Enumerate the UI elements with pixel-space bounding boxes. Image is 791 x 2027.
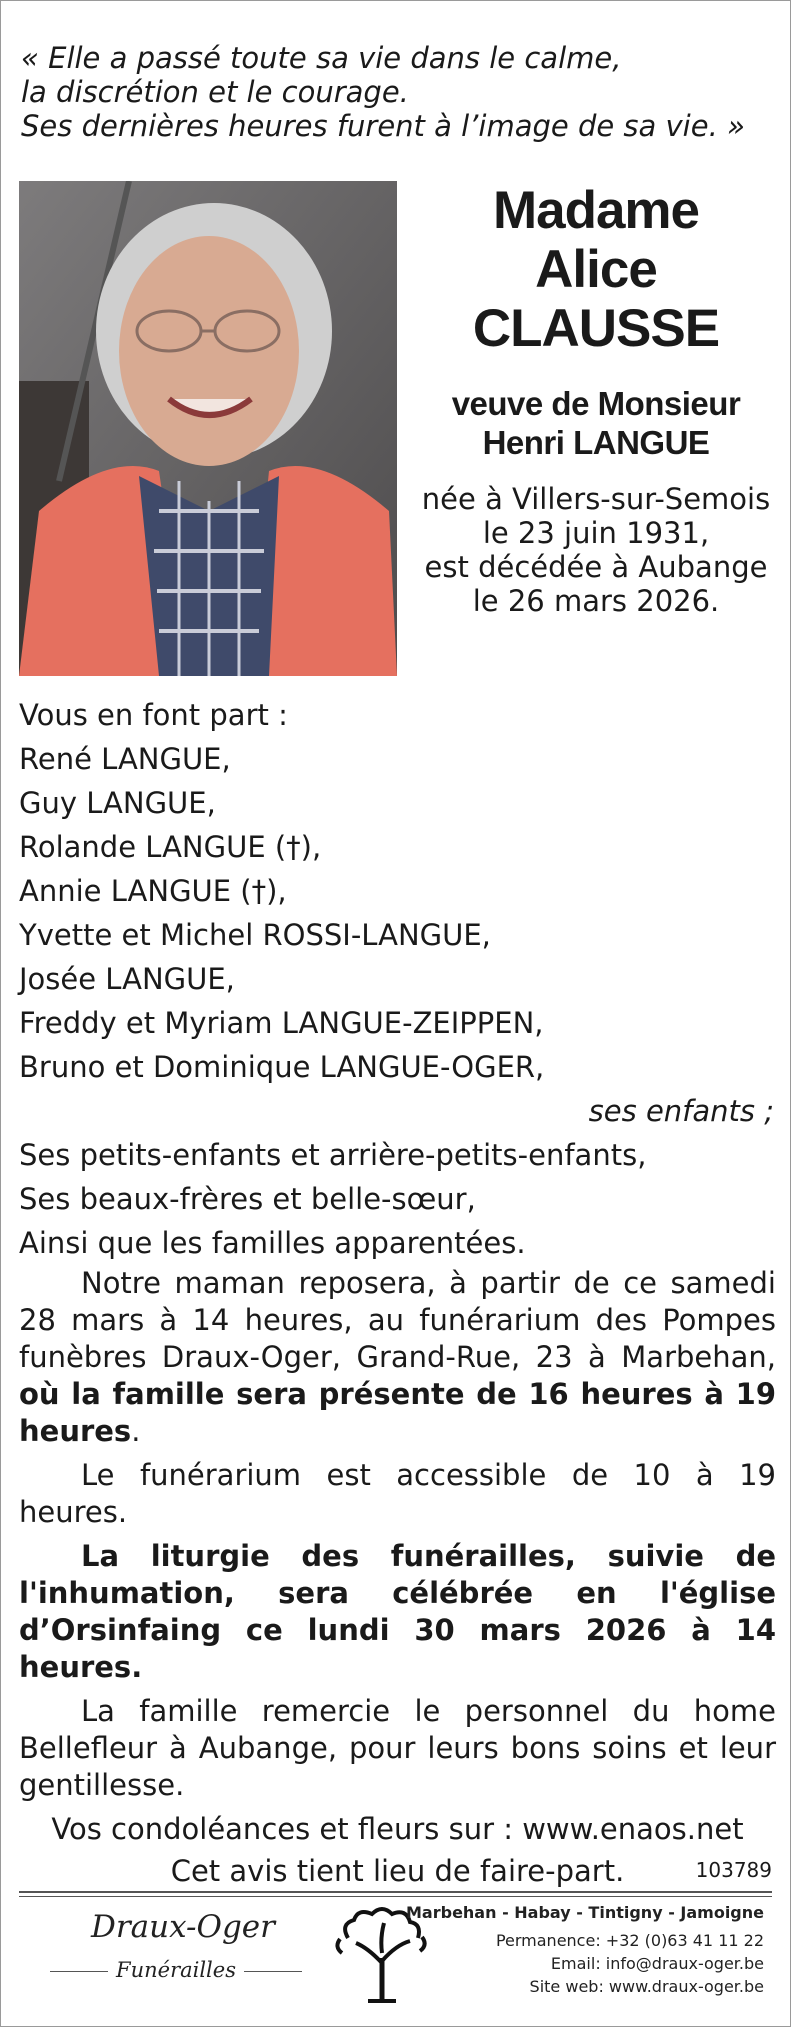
child-entry: Freddy et Myriam LANGUE-ZEIPPEN, [19,1006,544,1040]
life-dates [411,482,781,618]
footer-divider-thin [19,1896,772,1897]
death-date: le 26 mars 2026. [472,584,720,618]
email-line: Email: info@draux-oger.be [550,1954,764,1973]
notice-line: Cet avis tient lieu de faire-part. [170,1854,625,1888]
child-entry: Annie LANGUE (†), [19,874,287,908]
spouse-name: Henri LANGUE [482,424,710,461]
widow-line: veuve de Monsieur [451,385,741,422]
condolences-line: Vos condoléances et fleurs sur : www.enaos.net [51,1812,744,1846]
last-name: CLAUSSE [472,299,720,358]
deceased-name [411,181,781,358]
visitation-text: Notre maman reposera, à partir de ce samedi 28 mars à 14 heures, au funérarium des Pompes funèbres Draux-Oger, Grand-Rue, 23 à Marbehan, [19,1266,776,1374]
birth-date: le 23 juin 1931, [482,516,710,550]
announcement-body [19,693,776,1892]
funeral-home-contact [406,1901,764,1998]
child-entry: René LANGUE, [19,742,231,776]
visitation-paragraph [19,1265,776,1450]
child-entry: Rolande LANGUE (†), [19,830,322,864]
thanks-paragraph [19,1693,776,1804]
funeral-paragraph [19,1538,776,1686]
access-text: Le funérarium est accessible de 10 à 19 heures. [19,1458,776,1529]
footer-divider [19,1891,772,1893]
child-entry: Bruno et Dominique LANGUE-OGER, [19,1050,545,1084]
funeral-text: La liturgie des funérailles, suivie de l'inhumation, sera célébrée en l'église d’Orsinfaing ce lundi 30 mars 2026 à 14 heures. [19,1539,776,1684]
relatives-line: Ses beaux-frères et belle-sœur, [19,1182,476,1216]
name-title: Madame [492,181,700,240]
thanks-text: La famille remercie le personnel du home Bellefleur à Aubange, pour leurs bons soins et leur gentillesse. [19,1694,776,1802]
website-line: Site web: www.draux-oger.be [529,1977,764,1996]
family-intro: Vous en font part : [19,698,288,732]
deceased-header [411,181,781,618]
funeral-home-logo-sub [41,1958,311,1982]
logo-subtitle: Funérailles [116,1958,236,1982]
relatives-line: Ses petits-enfants et arrière-petits-enfants, [19,1138,647,1172]
reference-number: 103789 [695,1858,772,1882]
first-name: Alice [535,240,657,299]
child-entry: Yvette et Michel ROSSI-LANGUE, [19,918,491,952]
birth-place: née à Villers-sur-Semois [421,482,771,516]
access-paragraph [19,1457,776,1531]
family-presence-text: où la famille sera présente de 16 heures à 19 heures [19,1377,776,1448]
children-label: ses enfants ; [588,1094,774,1128]
visitation-end: . [131,1414,141,1448]
quote-line: la discrétion et le courage. [21,75,409,109]
child-entry: Guy LANGUE, [19,786,216,820]
relatives-line: Ainsi que les familles apparentées. [19,1226,526,1260]
towns-list: Marbehan - Habay - Tintigny - Jamoigne [406,1903,764,1922]
funeral-home-logo-name: Draux-Oger [91,1909,275,1945]
child-entry: Josée LANGUE, [19,962,235,996]
death-place: est décédée à Aubange [424,550,768,584]
phone-line: Permanence: +32 (0)63 41 11 22 [495,1931,764,1950]
widow-of [411,384,781,462]
quote-line: « Elle a passé toute sa vie dans le calme, [21,41,622,75]
portrait-illustration [19,181,397,676]
portrait-photo [19,181,397,676]
quote-line: Ses dernières heures furent à l’image de sa vie. » [21,109,745,143]
epigraph-quote [21,41,781,143]
